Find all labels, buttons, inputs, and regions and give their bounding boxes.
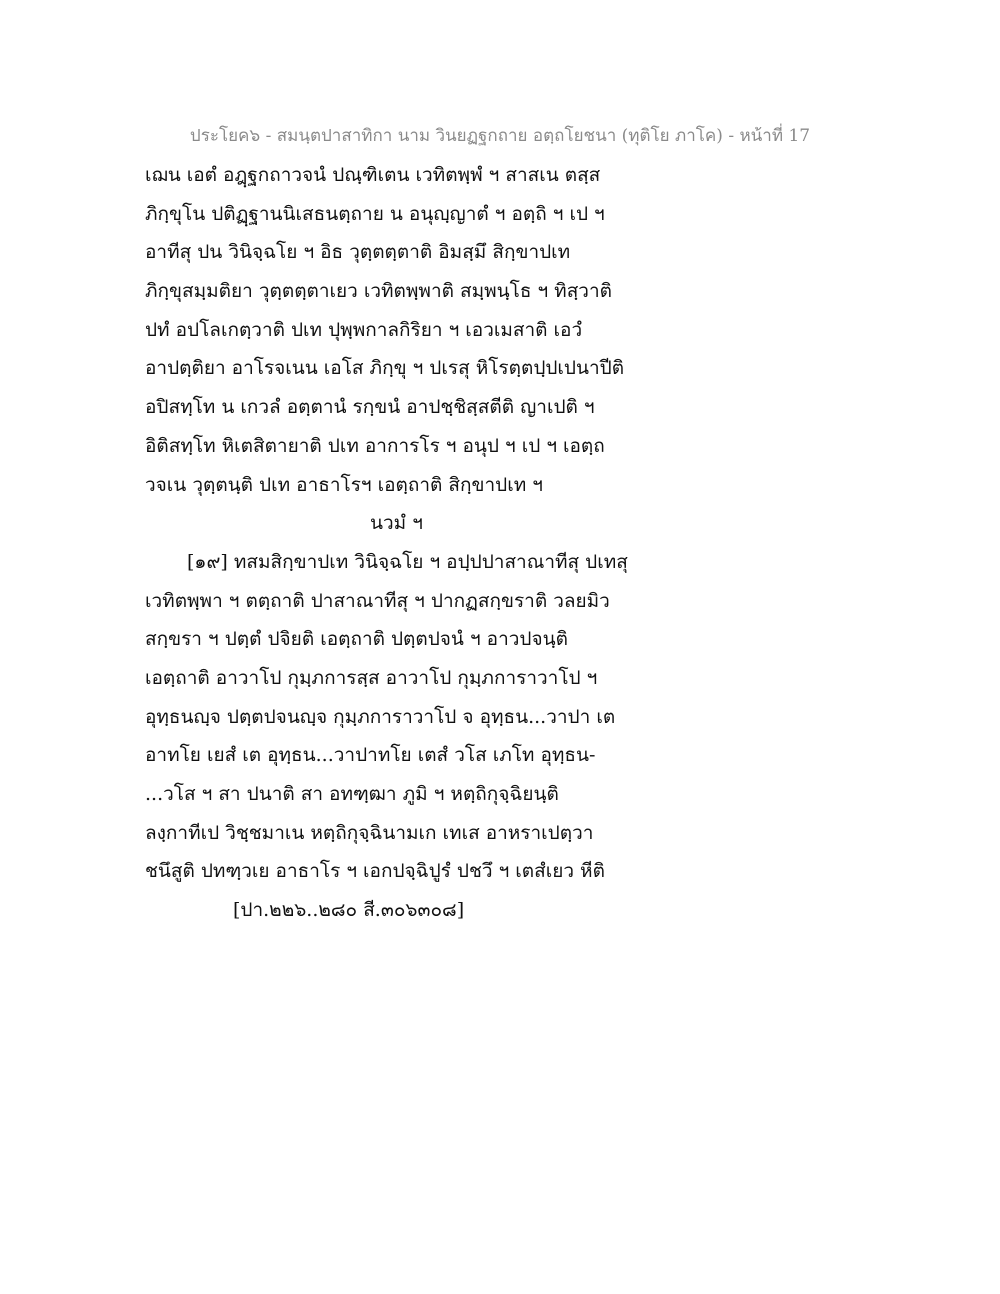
text-line: ปทํ อปโลเกตฺวาติ ปเท ปุพฺพกาลกิริยา ฯ เอวเมสาติ เอวํ	[145, 318, 583, 341]
text-line: วจเน วุตฺตนฺติ ปเท อาธาโรฯ เอตฺถาติ สิกฺขาปเท ฯ	[145, 473, 543, 496]
page-reference: [ปา.๒๒๖..๒๘๐ สี.๓๐๖๓๐๘]	[233, 899, 465, 922]
body-text	[145, 156, 865, 930]
paragraph-start: [๑๙] ทสมสิกฺขาปเท วินิจฺฉโย ฯ อปฺปปาสาณาทีสุ ปเทสุ	[187, 550, 628, 573]
text-line: เวทิตพฺพา ฯ ตตฺถาติ ปาสาณาทีสุ ฯ ปากฏสกฺขราติ วลยมิว	[145, 589, 610, 612]
running-header: ประโยค๖ - สมนฺตปาสาทิกา นาม วินยฏฐกถาย อตฺถโยชนา (ทุติโย ภาโค) - หน้าที่ 17	[189, 126, 811, 146]
text-line: สกฺขรา ฯ ปตฺตํ ปจิยติ เอตฺถาติ ปตฺตปจนํ ฯ อาวปจนฺติ	[145, 628, 568, 651]
text-line: ...วโส ฯ สา ปนาติ สา อทฑฺฒา ภูมิ ฯ หตฺถิกุจฺฉิยนฺติ	[145, 783, 559, 805]
text-line: อาปตฺติยา อาโรจเนน เอโส ภิกฺขุ ฯ ปเรสุ หิโรตฺตปฺปเปนาปีติ	[145, 357, 625, 380]
text-line: อปิสทฺโท น เกวลํ อตฺตานํ รกฺขนํ อาปชฺชิสฺสตีติ ญาเปติ ฯ	[145, 396, 595, 419]
section-end-marker: นวมํ ฯ	[370, 512, 423, 535]
text-line: ชนึสูติ ปทฑฺวเย อาธาโร ฯ เอกปจฺฉิปูรํ ปชวึ ฯ เตสํเยว หีติ	[145, 860, 605, 883]
text-line: อุทฺธนญฺจ ปตฺตปจนญฺจ กุมฺภการาวาโป จ อุทฺธน...วาปา เต	[145, 705, 616, 728]
text-line: อิติสทฺโท หิเตสิตายาติ ปเท อาการโร ฯ อนุป ฯ เป ฯ เอตฺถ	[145, 434, 605, 457]
text-line: อาทโย เยสํ เต อุทฺธน...วาปาทโย เตสํ วโส เภโท อุทฺธน-	[145, 744, 596, 767]
text-line: ลงฺกาทีเป วิชฺชมาเน หตฺถิกุจฺฉินามเก เทเส อาหราเปตฺวา	[145, 821, 594, 844]
text-line: อาทีสุ ปน วินิจฺฉโย ฯ อิธ วุตฺตตฺตาติ อิมสฺมึ สิกฺขาปเท	[145, 241, 571, 264]
text-line: ภิกฺขุสมฺมติยา วุตฺตตฺตาเยว เวทิตพฺพาติ สมฺพนฺโธ ฯ ทิสฺวาติ	[145, 280, 612, 303]
text-line: ภิกฺขุโน ปติฏฺฐานนิเสธนตฺถาย น อนุญฺญาตํ ฯ อตฺถิ ฯ เป ฯ	[145, 202, 605, 225]
text-line: เอตฺถาติ อาวาโป กุมฺภการสฺส อาวาโป กุมฺภการาวาโป ฯ	[145, 666, 598, 689]
text-line: เฌน เอตํ อฎฺฐกถาวจนํ ปณฺฑิเตน เวทิตพฺพํ ฯ สาสเน ตสฺส	[145, 164, 601, 186]
